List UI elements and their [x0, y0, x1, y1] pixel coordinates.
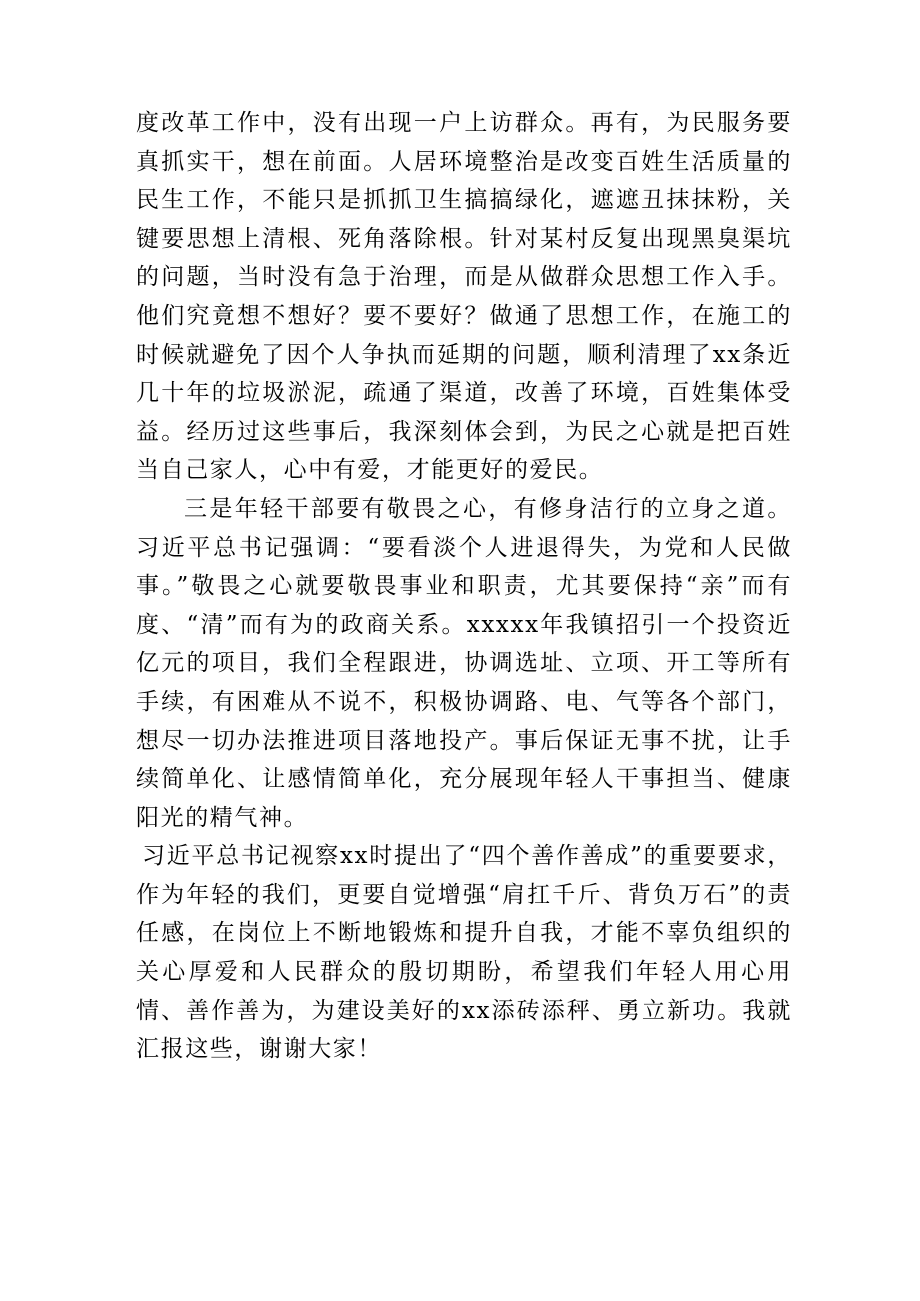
paragraph-awe: 三是年轻干部要有敬畏之心，有修身洁行的立身之道。习近平总书记强调：“要看淡个人进退得失，为党和人民做事。”敬畏之心就要敬畏事业和职责，尤其要保持“亲”而有度、“清”而有为的政商关系。xxxxx年我镇招引一个投资近亿元的项目，我们全程跟进，协调选址、立项、开工等所有手续，有困难从不说不，积极协调路、电、气等各个部门，想尽一切办法推进项目落地投产。事后保证无事不扰，让手续简单化、让感情简单化，充分展现年轻人干事担当、健康阳光的精气神。 — [136, 495, 792, 831]
document-body — [136, 104, 792, 1069]
paragraph-closing: 习近平总书记视察xx时提出了“四个善作善成”的重要要求，作为年轻的我们，更要自觉增强“肩扛千斤、背负万石”的责任感，在岗位上不断地锻炼和提升自我，才能不辜负组织的关心厚爱和人民群众的殷切期盼，希望我们年轻人用心用情、善作善为，为建设美好的xx添砖添秤、勇立新功。我就汇报这些，谢谢大家！ — [136, 843, 792, 1063]
paragraph-continuation: 度改革工作中，没有出现一户上访群众。再有，为民服务要真抓实干，想在前面。人居环境整治是改变百姓生活质量的民生工作，不能只是抓抓卫生搞搞绿化，遮遮丑抹抹粉，关键要思想上清根、死角落除根。针对某村反复出现黑臭渠坑的问题，当时没有急于治理，而是从做群众思想工作入手。他们究竟想不想好？要不要好？做通了思想工作，在施工的时候就避免了因个人争执而延期的问题，顺利清理了xx条近几十年的垃圾淤泥，疏通了渠道，改善了环境，百姓集体受益。经历过这些事后，我深刻体会到，为民之心就是把百姓当自己家人，心中有爱，才能更好的爱民。 — [136, 110, 792, 484]
